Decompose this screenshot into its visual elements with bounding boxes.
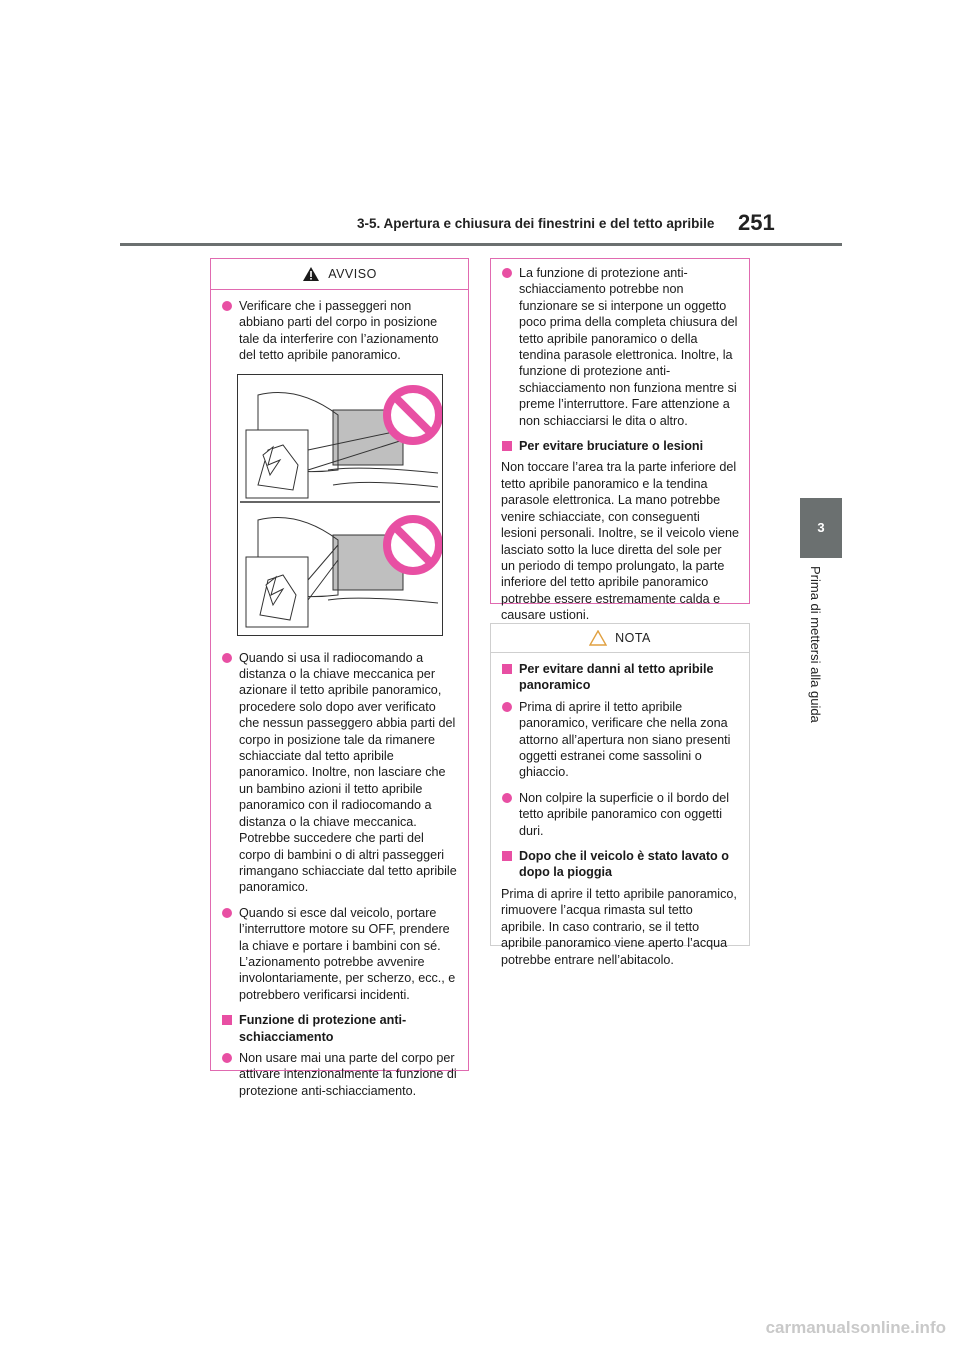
list-item-text: Non colpire la superficie o il bordo del tetto apribile panoramico con oggetti duri. <box>519 790 730 838</box>
list-item-text: Quando si esce dal veicolo, portare l’interruttore motore su OFF, prendere la chiave e portare i bambini con sé. L’azionamento potrebbe avvenire involontariamente, per scherzo, ecc., e potrebbero verificarsi incidenti. <box>239 905 456 1002</box>
warning-box-header <box>211 259 468 290</box>
list-item-text: Non usare mai una parte del corpo per attivare intenzionalmente la funzione di protezione anti-schiacciamento. <box>239 1050 457 1098</box>
list-item-text: Prima di aprire il tetto apribile panoramico, verificare che nella zona attorno all’apertura non siano presenti oggetti estranei come sassolini o ghiaccio. <box>519 699 731 780</box>
warning-box-continued <box>490 258 750 623</box>
subheading-text: Dopo che il veicolo è stato lavato o dopo la pioggia <box>519 849 729 880</box>
square-bullet-icon <box>502 441 512 451</box>
bullet-icon <box>222 1053 232 1063</box>
list-item <box>501 699 739 781</box>
bullet-icon <box>222 301 232 311</box>
bullet-icon <box>222 908 232 918</box>
list-item <box>221 650 458 896</box>
list-item-text: La funzione di protezione anti-schiacciamento potrebbe non funzionare se si interpone un oggetto poco prima della completa chiusura del tetto apribile panoramico o della tendina parasole elettronica. Inoltre, la funzione di protezione anti-schiacciamento non funziona mentre si preme l’interruttore. Fare attenzione a non schiacciarsi le dita o altro. <box>519 266 738 428</box>
bullet-icon <box>502 268 512 278</box>
section-title: 3-5. Apertura e chiusura dei finestrini e del tetto apribile <box>357 216 715 231</box>
list-item <box>221 905 458 1003</box>
caution-icon <box>589 630 607 646</box>
illustration-crush-hazard <box>237 374 443 636</box>
subheading-text: Per evitare danni al tetto apribile panoramico <box>519 662 714 693</box>
square-bullet-icon <box>222 1015 232 1025</box>
subheading-text: Per evitare bruciature o lesioni <box>519 439 704 454</box>
list-item <box>501 790 739 839</box>
paragraph: Prima di aprire il tetto apribile panoramico, rimuovere l’acqua rimasta sul tetto apribile. In caso contrario, se il tetto apribile panoramico viene aperto l’acqua potrebbe entrare nell’abitacolo. <box>501 886 737 967</box>
page-number: 251 <box>738 210 775 235</box>
subheading <box>501 848 739 881</box>
chapter-title: Prima di mettersi alla guida <box>808 566 823 723</box>
note-box-header <box>491 624 749 653</box>
warning-box-title: AVVISO <box>328 266 377 281</box>
list-item <box>501 265 739 429</box>
bullet-icon <box>502 702 512 712</box>
subheading <box>221 1012 458 1045</box>
subheading-text: Funzione di protezione anti-schiacciamento <box>239 1013 407 1044</box>
warning-icon <box>302 266 320 282</box>
square-bullet-icon <box>502 664 512 674</box>
sunroof-hazard-illustration <box>238 375 442 635</box>
watermark: carmanualsonline.info <box>765 1318 946 1337</box>
list-item-text: Quando si usa il radiocomando a distanza o la chiave meccanica per azionare il tetto apribile panoramico, procedere solo dopo aver verificato che nessun passeggero abbia parti del corpo in posizione tale da rimanere schiacciate dal tetto apribile panoramico. Inoltre, non lasciare che un bambino azioni il tetto apribile panoramico con il radiocomando a distanza o la chiave meccanica. Potrebbe succedere che parti del corpo di bambini o di altri passeggeri rimangano schiacciate dal tetto apribile panoramico. <box>239 650 457 895</box>
warning-box <box>210 258 469 1098</box>
note-box <box>490 623 750 967</box>
subheading <box>501 438 739 454</box>
paragraph: Non toccare l’area tra la parte inferiore del tetto apribile panoramico e la tendina parasole elettronica. La mano potrebbe venire schiacciate, con conseguenti lesioni personali. Inoltre, se il veicolo viene lasciato sotto la luce diretta del sole per un periodo di tempo prolungato, la parte inferiore del tetto apribile panoramico potrebbe essere estremamente calda e causare ustioni. <box>501 460 740 623</box>
subheading <box>501 661 739 694</box>
chapter-tab[interactable]: 3 <box>800 498 842 558</box>
list-item <box>221 1050 458 1099</box>
list-item <box>221 298 458 364</box>
header-rule <box>120 243 842 246</box>
square-bullet-icon <box>502 851 512 861</box>
bullet-icon <box>502 793 512 803</box>
list-item-text: Verificare che i passeggeri non abbiano parti del corpo in posizione tale da interferire con l’azionamento del tetto apribile panoramico. <box>239 299 439 363</box>
note-box-title: NOTA <box>615 630 651 645</box>
bullet-icon <box>222 653 232 663</box>
